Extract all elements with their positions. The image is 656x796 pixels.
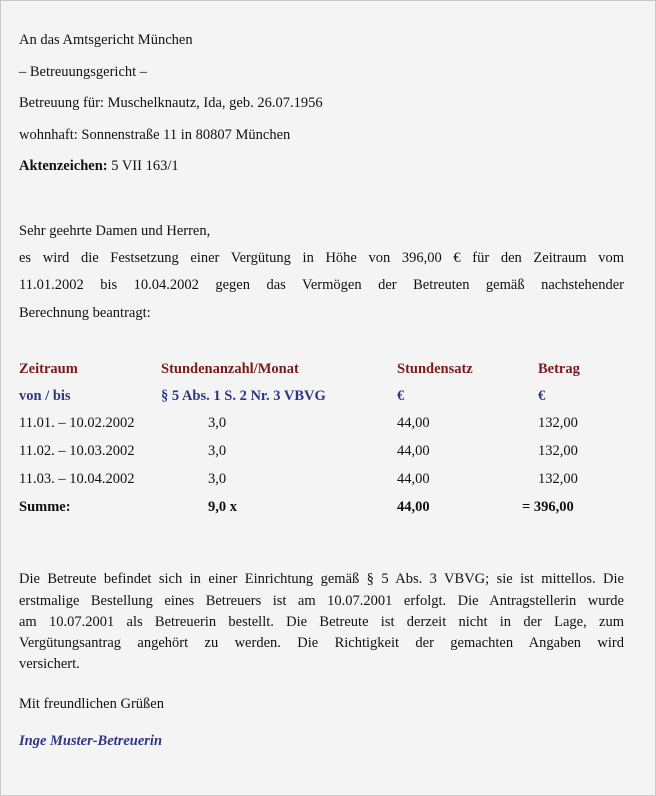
cell-amount: 132,00 (538, 443, 578, 459)
body-line: Vergütungsantrag angehört zu werden. Die Richtigkeit der gemachten Angaben wird (19, 635, 624, 651)
file-number: 5 VII 163/1 (111, 158, 179, 174)
court-address: An das Amtsgericht München (19, 32, 193, 48)
cell-rate: 44,00 (397, 443, 430, 459)
subheader-amount: € (538, 388, 546, 404)
cell-rate: 44,00 (397, 471, 430, 487)
sum-label: Summe: (19, 499, 71, 515)
sum-rate: 44,00 (397, 499, 430, 515)
residence-line: wohnhaft: Sonnenstraße 11 in 80807 München (19, 127, 291, 143)
body-line: versichert. (19, 656, 80, 672)
header-hours: Stundenanzahl/Monat (161, 361, 299, 377)
intro-line: 11.01.2002 bis 10.04.2002 gegen das Vermögen der Betreuten gemäß nachstehender (19, 277, 624, 293)
header-period: Zeitraum (19, 361, 78, 377)
sum-hours: 9,0 x (208, 499, 237, 515)
cell-period: 11.03. – 10.04.2002 (19, 471, 135, 487)
body-line: erstmalige Bestellung eines Betreuers ist am 10.07.2001 erfolgt. Die Antragstellerin wurde (19, 593, 624, 609)
care-for-line: Betreuung für: Muschelknautz, Ida, geb. 26.07.1956 (19, 95, 323, 111)
body-line: Die Betreute befindet sich in einer Einrichtung gemäß § 5 Abs. 3 VBVG; sie ist mittellos. Die (19, 571, 624, 587)
cell-hours: 3,0 (208, 415, 227, 431)
intro-line: Berechnung beantragt: (19, 305, 151, 321)
subheader-hours: § 5 Abs. 1 S. 2 Nr. 3 VBVG (161, 388, 326, 404)
subheader-rate: € (397, 388, 405, 404)
subheader-period: von / bis (19, 388, 71, 404)
cell-rate: 44,00 (397, 415, 430, 431)
cell-period: 11.01. – 10.02.2002 (19, 415, 135, 431)
salutation: Sehr geehrte Damen und Herren, (19, 223, 211, 239)
cell-hours: 3,0 (208, 471, 227, 487)
header-amount: Betrag (538, 361, 580, 377)
body-line: am 10.07.2001 als Betreuerin bestellt. Die Betreute ist derzeit nicht in der Lage, zum (19, 614, 624, 630)
signature: Inge Muster-Betreuerin (19, 733, 163, 749)
file-reference (19, 157, 179, 175)
cell-period: 11.02. – 10.03.2002 (19, 443, 135, 459)
closing-greeting: Mit freundlichen Grüßen (19, 696, 164, 712)
intro-line: es wird die Festsetzung einer Vergütung in Höhe von 396,00 € für den Zeitraum vom (19, 250, 624, 266)
cell-hours: 3,0 (208, 443, 227, 459)
sum-amount: = 396,00 (522, 499, 574, 515)
header-rate: Stundensatz (397, 361, 473, 377)
cell-amount: 132,00 (538, 415, 578, 431)
cell-amount: 132,00 (538, 471, 578, 487)
file-label: Aktenzeichen: (19, 158, 108, 174)
court-department: – Betreuungsgericht – (19, 64, 148, 80)
